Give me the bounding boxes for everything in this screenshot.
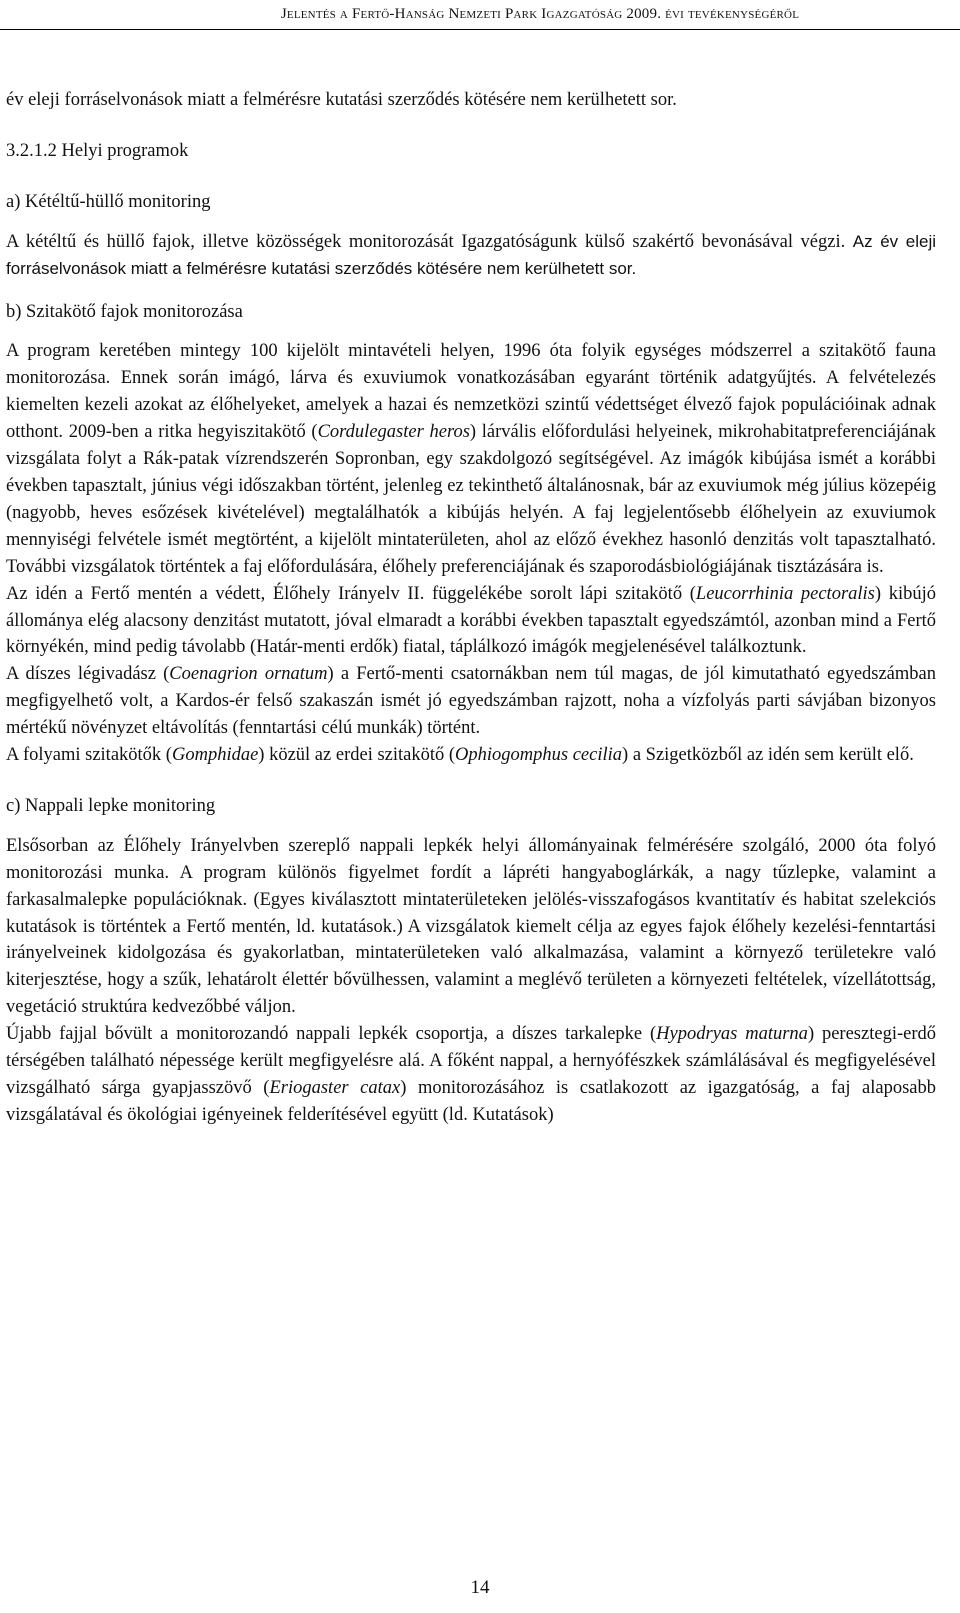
subheading-szitakoto-monitorozas: b) Szitakötő fajok monitorozása — [6, 301, 243, 322]
subheading-ketéltu-hullo-monitoring: a) Kétéltű-hüllő monitoring — [6, 191, 211, 212]
paragraph-szitakoto-program: A program keretében mintegy 100 kijelölt mintavételi helyen, 1996 óta folyik egységes módszerrel a szitakötő fauna monitorozása. Ennek során imágó, lárva és exuviumok vonatkozásában egyaránt történik adatgyűjtés. A felvételezés kiemelten kezeli azokat az élőhelyeket, amelyek a hazai és nemzetközi szintű védettséget élvező fajok populációinak adnak otthont. 2009-ben a ritka hegyiszitakötő (Cordulegaster heros) lárvális előfordulási helyeinek, mikrohabitatpreferenciájának vizsgálata folyt a Rák-patak vízrendszerén Sopronban, egy szakdolgozó segítségével. Az imágók kibújása ismét a korábbi években tapasztalt, június végi időszakban történt, jelenleg ez tekinthető általánosnak, bár az exuviumok még július közepéig (nagyobb, heves esőzések kivételével) megtalálhatók a kibújás helyén. A faj legjelentősebb élőhelyein az exuviumok mennyiségi felvétele ismét megtörtént, a kijelölt mintaterületen, ahol az előző évekhez hasonló denzitás volt tapasztalható. További vizsgálatok történtek a faj előfordulására, élőhely preferenciájának és szaporodásbiológiájának tisztázására is. — [6, 341, 936, 577]
subheading-nappali-lepke-monitoring: c) Nappali lepke monitoring — [6, 795, 216, 816]
header-rule — [0, 29, 960, 30]
page-number: 14 — [470, 1577, 490, 1598]
paragraph-nappali-lepke: Elsősorban az Élőhely Irányelvben szereplő nappali lepkék helyi állományainak felmérésére szolgáló, 2000 óta folyó monitorozási munka. A program különös figyelmet fordít a lápréti hangyaboglárkák, a nagy tűzlepke, valamint a farkasalmalepke populációknak. (Egyes kiválasztott mintaterületeken jelölés-visszafogásos kvantitatív és habitat szelekciós kutatások is történtek a Fertő mentén, ld. kutatások.) A vizsgálatok kiemelt célja az egyes fajok élőhely kezelési-fenntartási irányelveinek kidolgozása és gyakorlatban, mintaterületeken való alkalmazása, valamint a környező területekre való kiterjesztése, hogy a szűk, lehatárolt élettér bővülhessen, valamint a meglévő területen a környezeti feltételek, vízellátottság, vegetáció struktúra kedvezőbbé váljon. — [6, 835, 936, 1018]
paragraph-lapi-szitakoto: Az idén a Fertő mentén a védett, Élőhely Irányelv II. függelékébe sorolt lápi szitakötő (Leucorrhinia pectoralis) kibújó állománya elég alacsony denzitást mutatott, jóval elmaradt a korábbi években tapasztalt egyedszámtól, azonban mind a Fertő környékén, mind pedig távolabb (Határ-menti erdők) fiatal, táplálkozó imágók megjelenésével találkoztunk. — [6, 583, 936, 658]
paragraph-ujabb-fajjal: Újabb fajjal bővült a monitorozandó nappali lepkék csoportja, a díszes tarkalepke (Hypodryas maturna) peresztegi-erdő térségében található népessége került megfigyelésre alá. A főként nappal, a hernyófészkek számlálásával és megfigyelésével vizsgálható sárga gyapjasszövő (Eriogaster catax) monitorozásához is csatlakozott az igazgatóság, a faj alaposabb vizsgálatával és ökológiai igényeinek felderítésével együtt (ld. Kutatások) — [6, 1024, 936, 1125]
paragraph-keteltu: A kétéltű és hüllő fajok, illetve közösségek monitorozását Igazgatóságunk külső szakértő bevonásával végzi. Az év eleji forráselvonások miatt a felmérésre kutatási szerződés kötésére nem kerülhetett sor. — [6, 231, 936, 278]
paragraph-intro: év eleji forráselvonások miatt a felmérésre kutatási szerződés kötésére nem kerülhetett sor. — [6, 90, 677, 110]
paragraph-folyami-szitakotok: A folyami szitakötők (Gomphidae) közül az erdei szitakötő (Ophiogomphus cecilia) a Szigetközből az idén sem került elő. — [6, 745, 914, 766]
body-text — [6, 87, 936, 1129]
running-header: Jelentés a Fertő-Hanság Nemzeti Park Igazgatóság 2009. évi tevékenységéről — [280, 6, 800, 22]
section-heading-helyi-programok: 3.2.1.2 Helyi programok — [6, 140, 189, 161]
paragraph-diszes-legivadasz: A díszes légivadász (Coenagrion ornatum) a Fertő-menti csatornákban nem túl magas, de jól kimutatható egyedszámban megfigyelhető volt, a Kardos-ér felső szakaszán ismét jó egyedszámban rajzott, noha a vízfolyás parti sávjában bizonyos mértékű növényzet eltávolítás (fenntartási célú munkák) történt. — [6, 664, 936, 739]
